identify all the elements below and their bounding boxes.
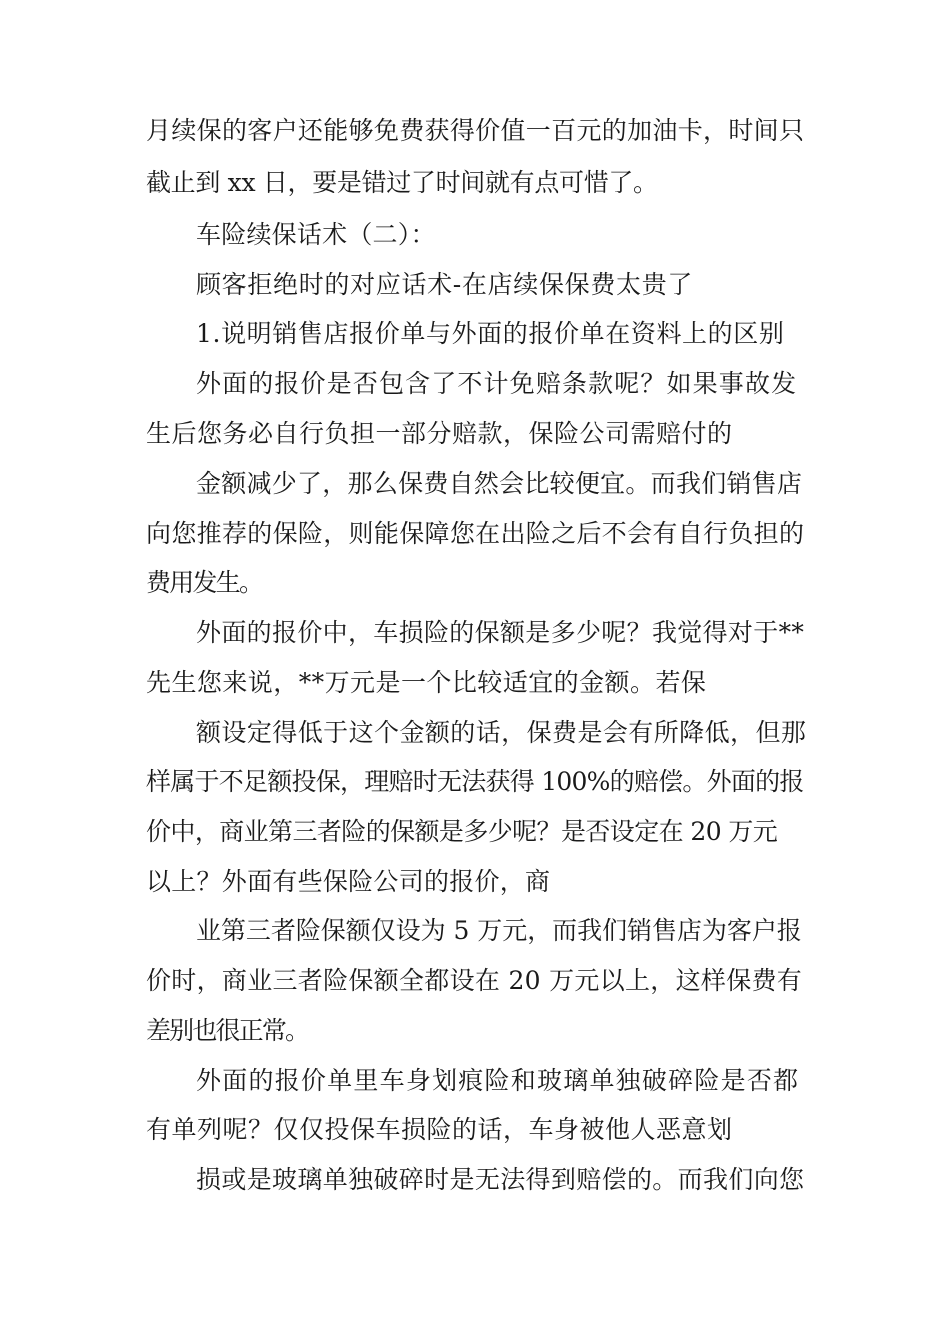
- text-line: 外面的报价中，车损险的保额是多少呢？我觉得对于**: [196, 618, 805, 647]
- text-line: 外面的报价是否包含了不计免赔条款呢？如果事故发: [196, 369, 798, 398]
- text-line: 外面的报价单里车身划痕险和玻璃单独破碎险是否都: [196, 1066, 800, 1095]
- text-line: 生后您务必自行负担一部分赔款，保险公司需赔付的: [146, 419, 733, 448]
- text-line: 向您推荐的保险，则能保障您在出险之后不会有自行负担的: [146, 519, 805, 548]
- numbered-point: 1.说明销售店报价单与外面的报价单在资料上的区别: [196, 319, 785, 348]
- text-line: 有单列呢？仅仅投保车损险的话，车身被他人恶意划: [146, 1115, 733, 1144]
- text-line: 以上？外面有些保险公司的报价，商: [146, 867, 551, 896]
- text-line: 额设定得低于这个金额的话，保费是会有所降低，但那: [196, 718, 807, 747]
- text-line: 样属于不足额投保，理赔时无法获得 100%的赔偿。外面的报: [146, 767, 804, 796]
- text-line: 损或是玻璃单独破碎时是无法得到赔偿的。而我们向您: [196, 1165, 805, 1194]
- text-line: 差别也很正常。: [146, 1016, 309, 1045]
- text-line: 业第三者险保额仅设为 5 万元，而我们销售店为客户报: [196, 916, 802, 945]
- section-heading: 车险续保话术（二）：: [196, 220, 436, 249]
- text-line: 金额减少了，那么保费自然会比较便宜。而我们销售店: [196, 469, 803, 498]
- text-line: 价中，商业第三者险的保额是多少呢？是否设定在 20 万元: [146, 817, 778, 846]
- text-line: 截止到 xx 日，要是错过了时间就有点可惜了。: [146, 168, 658, 197]
- text-line: 价时，商业三者险保额全都设在 20 万元以上，这样保费有: [146, 966, 803, 995]
- text-line: 费用发生。: [146, 568, 263, 597]
- text-line: 先生您来说，**万元是一个比较适宜的金额。若保: [146, 668, 707, 697]
- text-line: 月续保的客户还能够免费获得价值一百元的加油卡，时间只: [146, 116, 805, 145]
- text-line: 顾客拒绝时的对应话术-在店续保保费太贵了: [196, 270, 694, 299]
